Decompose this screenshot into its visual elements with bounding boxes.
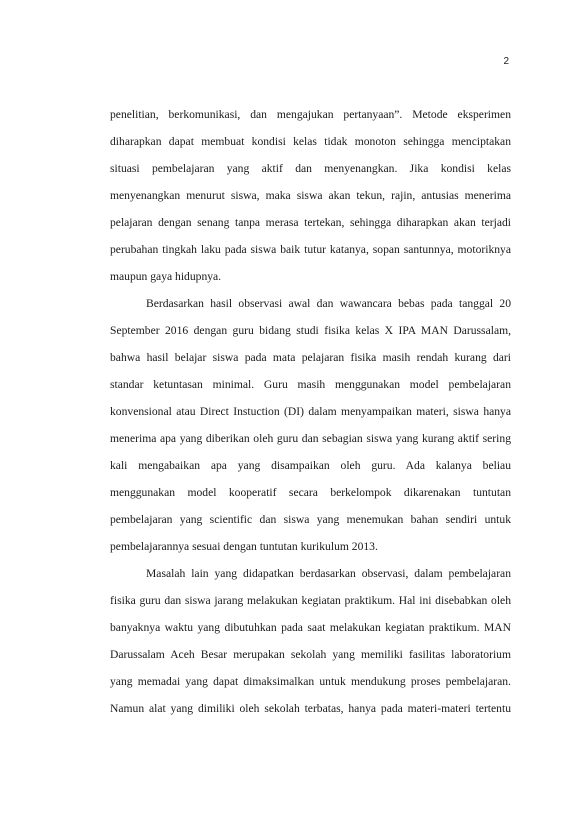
text-line: maupun gaya hidupnya. xyxy=(110,270,222,283)
text-line: pembelajaran yang scientific dan siswa yang menemukan bahan sendiri untuk xyxy=(110,513,511,526)
text-line: September 2016 dengan guru bidang studi fisika kelas X IPA MAN Darussalam, xyxy=(110,324,511,337)
text-line: perubahan tingkah laku pada siswa baik tutur katanya, sopan santunnya, motoriknya xyxy=(110,243,511,256)
text-line: menyenangkan menurut siswa, maka siswa akan tekun, rajin, antusias menerima xyxy=(110,189,511,202)
text-line: situasi pembelajaran yang aktif dan menyenangkan. Jika kondisi kelas xyxy=(110,162,511,175)
text-line: Darussalam Aceh Besar merupakan sekolah yang memiliki fasilitas laboratorium xyxy=(110,648,511,661)
text-line: banyaknya waktu yang dibutuhkan pada saat melakukan kegiatan praktikum. MAN xyxy=(110,621,511,634)
text-line: diharapkan dapat membuat kondisi kelas tidak monoton sehingga menciptakan xyxy=(110,135,511,148)
text-line: pelajaran dengan senang tanpa merasa tertekan, sehingga diharapkan akan terjadi xyxy=(110,216,511,229)
text-line: konvensional atau Direct Instuction (DI) dalam menyampaikan materi, siswa hanya xyxy=(110,405,511,418)
text-line: bahwa hasil belajar siswa pada mata pelajaran fisika masih rendah kurang dari xyxy=(110,351,511,364)
text-line: yang memadai yang dapat dimaksimalkan untuk mendukung proses pembelajaran. xyxy=(110,675,511,688)
text-line: menggunakan model kooperatif secara berkelompok dikarenakan tuntutan xyxy=(110,486,511,499)
text-line: kali mengabaikan apa yang disampaikan oleh guru. Ada kalanya beliau xyxy=(110,459,511,472)
text-line: standar ketuntasan minimal. Guru masih menggunakan model pembelajaran xyxy=(110,378,511,391)
text-line: Masalah lain yang didapatkan berdasarkan observasi, dalam pembelajaran xyxy=(146,567,511,580)
text-line: pembelajarannya sesuai dengan tuntutan kurikulum 2013. xyxy=(110,540,378,553)
text-line: penelitian, berkomunikasi, dan mengajukan pertanyaan”. Metode eksperimen xyxy=(110,108,511,121)
text-line: Namun alat yang dimiliki oleh sekolah terbatas, hanya pada materi-materi tertentu xyxy=(110,702,511,715)
text-line: fisika guru dan siswa jarang melakukan kegiatan praktikum. Hal ini disebabkan oleh xyxy=(110,594,511,607)
page-number: 2 xyxy=(503,56,509,67)
text-line: menerima apa yang diberikan oleh guru dan sebagian siswa yang kurang aktif sering xyxy=(110,432,511,445)
text-line: Berdasarkan hasil observasi awal dan wawancara bebas pada tanggal 20 xyxy=(146,297,511,310)
body-text xyxy=(110,106,511,727)
